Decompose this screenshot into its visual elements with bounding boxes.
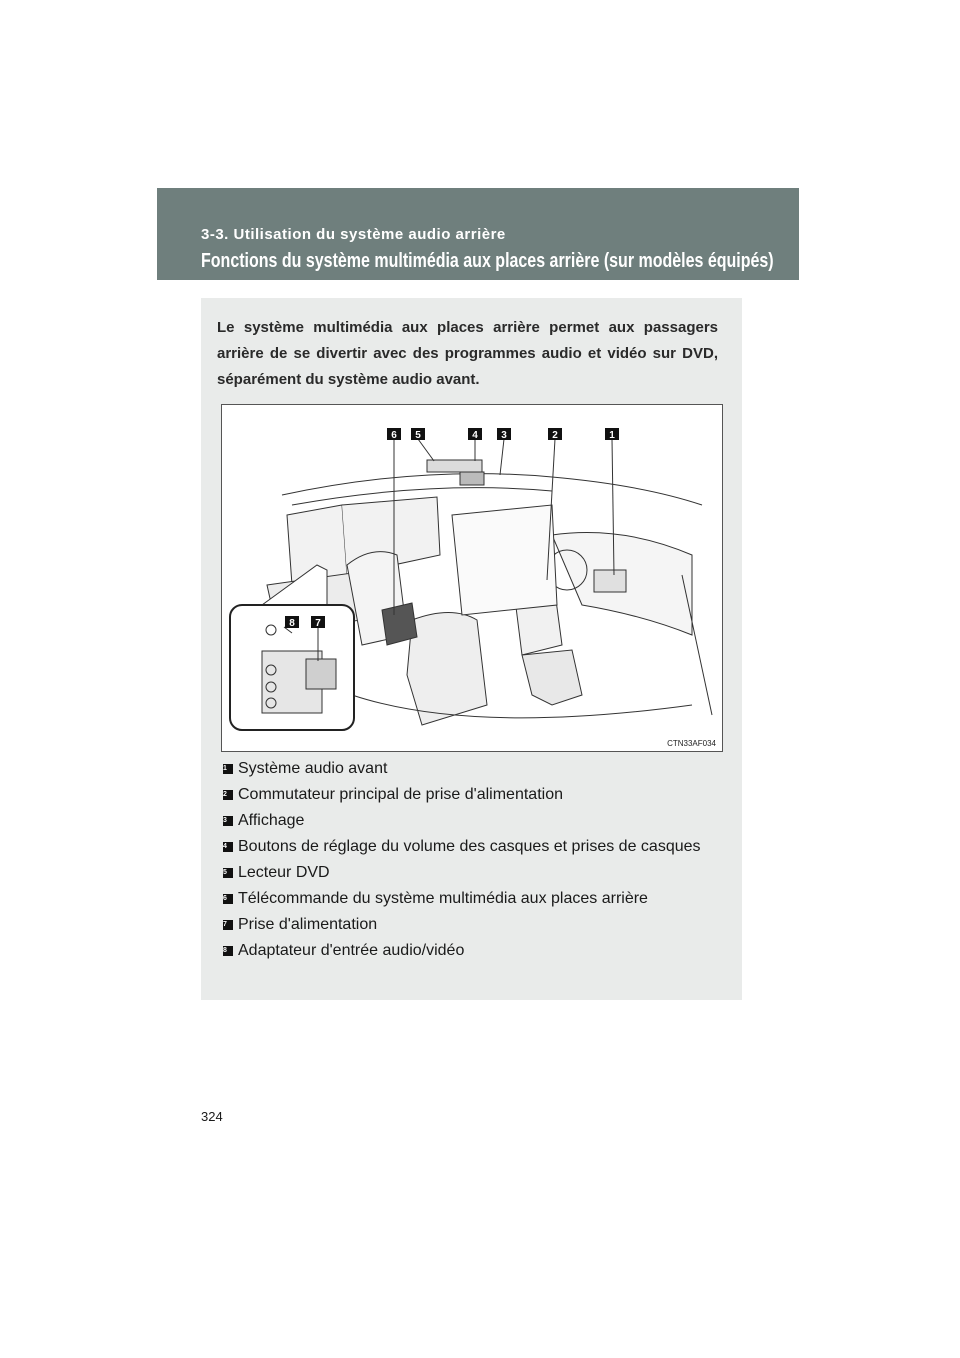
intro-paragraph: Le système multimédia aux places arrière permet aux passagers arrière de se divertir avec des programmes audio et vidéo sur DVD, séparément du système audio avant. [217, 319, 718, 388]
legend-text: Système audio avant [238, 760, 388, 777]
callout-5: 5 [415, 430, 421, 441]
legend-text: Prise d'alimentation [238, 916, 378, 933]
legend-item [221, 938, 718, 963]
callout-1: 1 [609, 430, 615, 441]
page-number: 324 [201, 1109, 223, 1124]
legend-item [221, 808, 718, 833]
figure-code: CTN33AF034 [667, 739, 716, 748]
legend-number: 5 [223, 868, 233, 878]
legend-text: Lecteur DVD [238, 864, 330, 881]
vehicle-interior-illustration [221, 404, 723, 752]
callout-4: 4 [472, 430, 478, 441]
legend-item [221, 756, 718, 781]
legend-number: 7 [223, 920, 233, 930]
legend-text: Télécommande du système multimédia aux places arrière [238, 890, 648, 907]
legend-number: 6 [223, 894, 233, 904]
legend-text: Adaptateur d'entrée audio/vidéo [238, 942, 465, 959]
interior-drawing [222, 405, 722, 751]
callout-2: 2 [552, 430, 558, 441]
callout-6: 6 [391, 430, 397, 441]
section-label: 3-3. Utilisation du système audio arrière [201, 226, 506, 243]
legend-number: 8 [223, 946, 233, 956]
legend-item [221, 886, 718, 911]
legend-item [221, 860, 718, 885]
legend-text: Boutons de réglage du volume des casques et prises de casques [238, 838, 701, 855]
legend-list [221, 756, 718, 964]
legend-number: 2 [223, 790, 233, 800]
legend-item [221, 834, 718, 859]
page-title: Fonctions du système multimédia aux places arrière (sur modèles équipés) [201, 250, 774, 272]
legend-number: 4 [223, 842, 233, 852]
callout-7: 7 [315, 618, 321, 629]
legend-text: Commutateur principal de prise d'alimentation [238, 786, 563, 803]
legend-text: Affichage [238, 812, 305, 829]
legend-item [221, 782, 718, 807]
legend-item [221, 912, 718, 937]
callout-8: 8 [289, 618, 295, 629]
legend-number: 1 [223, 764, 233, 774]
legend-number: 3 [223, 816, 233, 826]
callout-3: 3 [501, 430, 507, 441]
